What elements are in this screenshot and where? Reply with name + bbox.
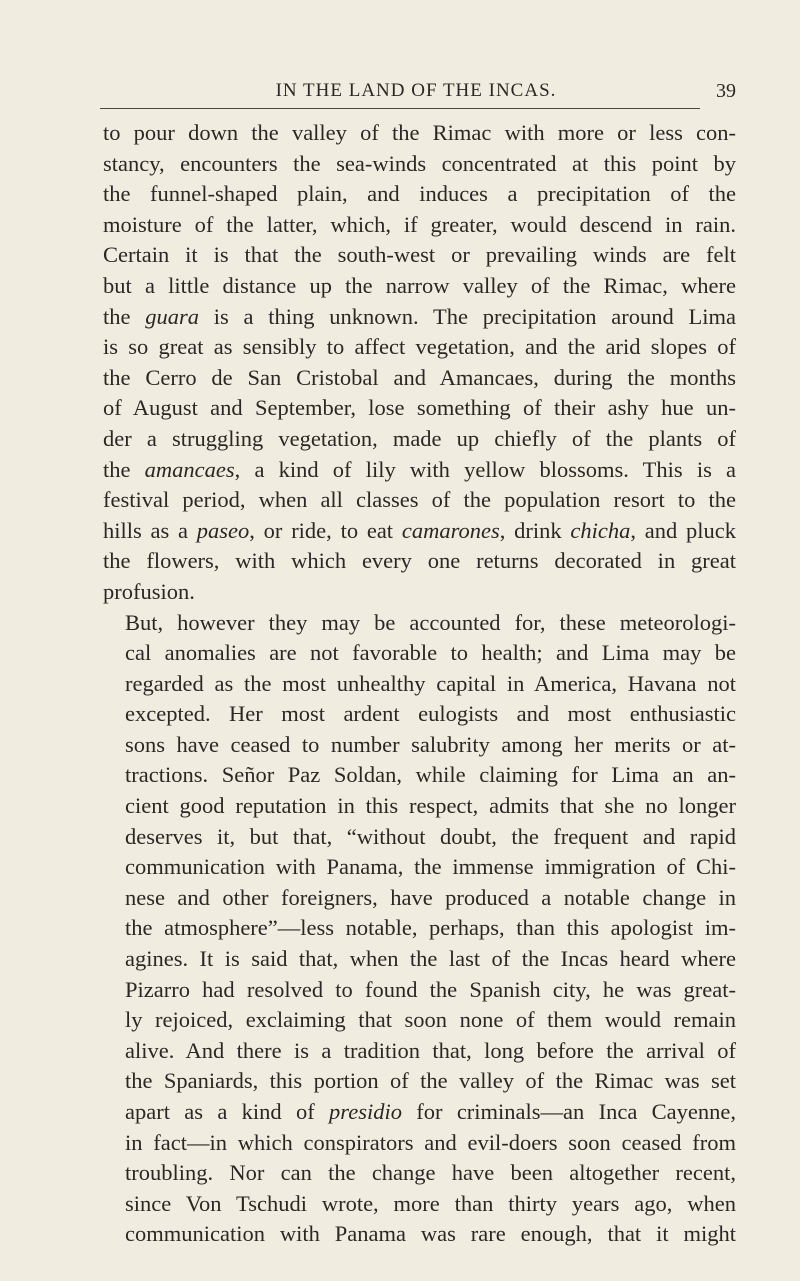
text-line: deserves it, but that, “without doubt, the frequent and rapid	[125, 823, 736, 849]
paragraph	[103, 118, 736, 608]
running-head	[96, 80, 736, 108]
header-rule	[100, 108, 700, 109]
text-line: der a struggling vegetation, made up chiefly of the plants of	[103, 425, 736, 451]
text-line: But, however they may be accounted for, these meteorologi-	[125, 609, 736, 635]
text-line: cal anomalies are not favorable to health; and Lima may be	[125, 640, 736, 666]
text-line: festival period, when all classes of the population resort to the	[103, 487, 736, 513]
text-line: the flowers, with which every one returns decorated in great	[103, 548, 736, 574]
text-line: the funnel-shaped plain, and induces a precipitation of the	[103, 181, 736, 207]
text-line: troubling. Nor can the change have been altogether recent,	[125, 1160, 736, 1186]
text-line: nese and other foreigners, have produced a notable change in	[125, 884, 736, 910]
text-line: the amancaes, a kind of lily with yellow blossoms. This is a	[103, 456, 736, 482]
text-line: alive. And there is a tradition that, long before the arrival of	[125, 1037, 736, 1063]
text-line: profusion.	[103, 578, 195, 604]
paragraph	[103, 608, 736, 1250]
text-line: regarded as the most unhealthy capital in America, Havana not	[125, 670, 736, 696]
text-line: to pour down the valley of the Rimac with more or less con-	[103, 120, 736, 145]
text-line: in fact—in which conspirators and evil-doers soon ceased from	[125, 1129, 736, 1155]
running-title: IN THE LAND OF THE INCAS.	[275, 80, 557, 101]
text-line: ly rejoiced, exclaiming that soon none of them would remain	[125, 1007, 736, 1033]
text-line: moisture of the latter, which, if greater, would descend in rain.	[103, 211, 736, 237]
text-line: cient good reputation in this respect, admits that she no longer	[125, 793, 736, 819]
text-line: agines. It is said that, when the last of the Incas heard where	[125, 946, 736, 972]
text-line: Pizarro had resolved to found the Spanish city, he was great-	[125, 976, 736, 1002]
text-line: but a little distance up the narrow valley of the Rimac, where	[103, 272, 736, 298]
text-line: tractions. Señor Paz Soldan, while claiming for Lima an an-	[125, 762, 736, 788]
text-line: the atmosphere”—less notable, perhaps, than this apologist im-	[125, 915, 736, 941]
text-line: communication with Panama was rare enough, that it might	[125, 1221, 736, 1247]
text-line: the Cerro de San Cristobal and Amancaes, during the months	[103, 364, 736, 390]
text-line: excepted. Her most ardent eulogists and most enthusiastic	[125, 701, 736, 727]
text-line: hills as a paseo, or ride, to eat camarones, drink chicha, and pluck	[103, 517, 737, 543]
text-line: of August and September, lose something of their ashy hue un-	[103, 395, 736, 421]
text-line: is so great as sensibly to affect vegetation, and the arid slopes of	[103, 334, 736, 360]
text-line: the Spaniards, this portion of the valley of the Rimac was set	[125, 1068, 736, 1094]
text-line: stancy, encounters the sea-winds concentrated at this point by	[103, 150, 736, 176]
text-line: since Von Tschudi wrote, more than thirty years ago, when	[125, 1190, 736, 1216]
text-line: Certain it is that the south-west or prevailing winds are felt	[103, 242, 736, 268]
page-number: 39	[716, 80, 736, 102]
body-text	[103, 118, 736, 1250]
text-line: the guara is a thing unknown. The precipitation around Lima	[103, 303, 736, 329]
text-line: communication with Panama, the immense immigration of Chi-	[125, 854, 736, 880]
text-line: apart as a kind of presidio for criminals—an Inca Cayenne,	[125, 1099, 736, 1124]
text-line: sons have ceased to number salubrity among her merits or at-	[125, 731, 736, 757]
